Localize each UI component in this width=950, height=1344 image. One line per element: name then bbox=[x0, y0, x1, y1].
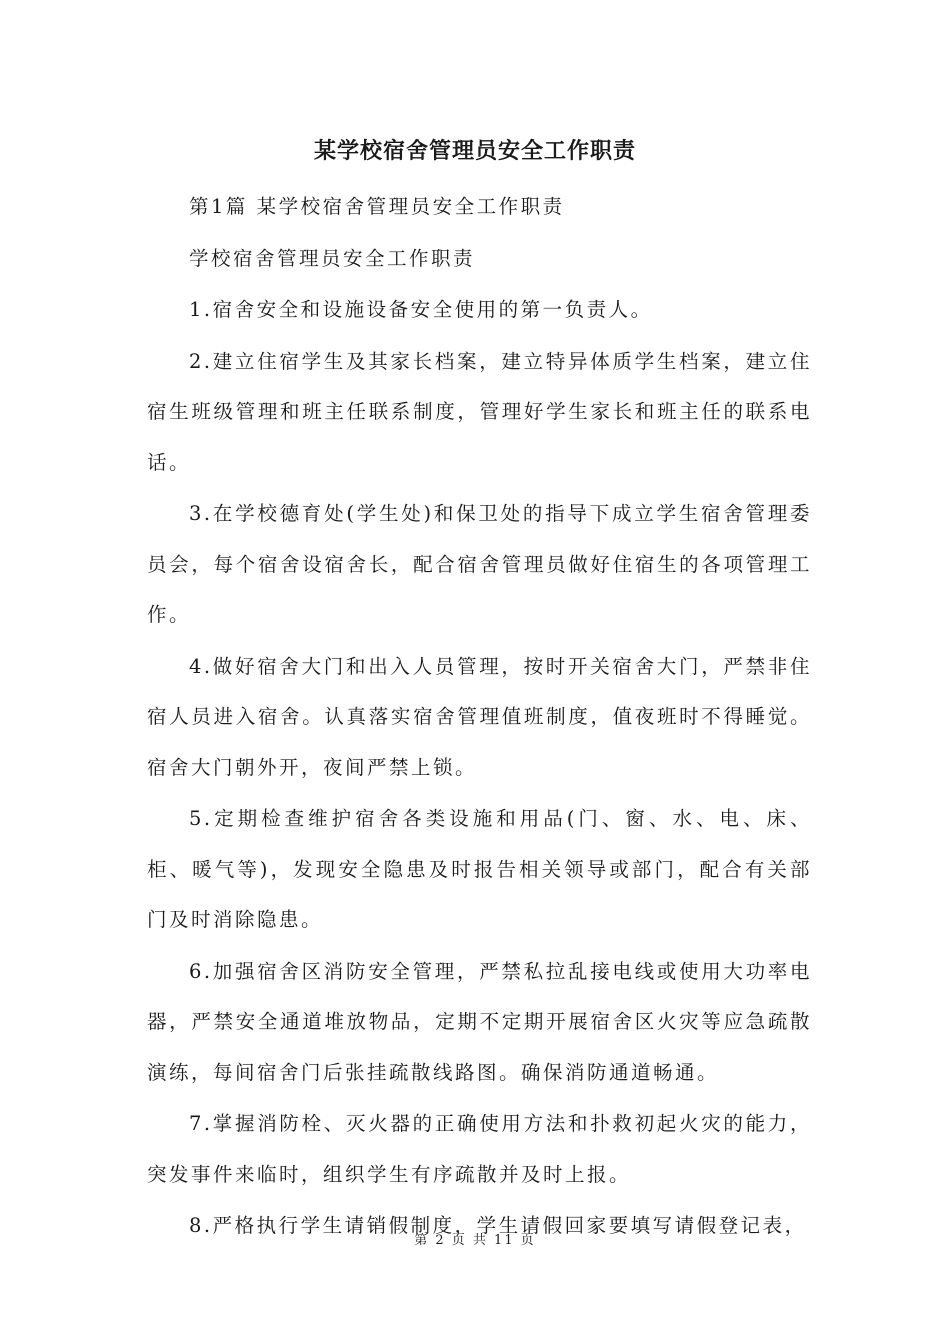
paragraph-item-6: 6.加强宿舍区消防安全管理，严禁私拉乱接电线或使用大功率电器，严禁安全通道堆放物品，定期不定期开展宿舍区火灾等应急疏散演练，每间宿舍门后张挂疏散线路图。确保消防通道畅通。 bbox=[147, 959, 812, 1084]
document-title: 某学校宿舍管理员安全工作职责 bbox=[313, 138, 636, 164]
paragraph-item-5: 5.定期检查维护宿舍各类设施和用品(门、窗、水、电、床、柜、暖气等)，发现安全隐患及时报告相关领导或部门，配合有关部门及时消除隐患。 bbox=[147, 807, 812, 931]
page-footer: 第 2 页 共 11 页 bbox=[414, 1233, 536, 1248]
paragraph-item-1: 1.宿舍安全和设施设备安全使用的第一负责人。 bbox=[189, 298, 653, 321]
paragraph-item-2: 2.建立住宿学生及其家长档案，建立特异体质学生档案，建立住宿生班级管理和班主任联系制度，管理好学生家长和班主任的联系电话。 bbox=[147, 349, 812, 474]
document-body bbox=[147, 182, 812, 1253]
paragraph-item-8: 8.严格执行学生请销假制度，学生请假回家要填写请假登记表， bbox=[189, 1214, 807, 1237]
paragraph-section-heading: 第1篇 某学校宿舍管理员安全工作职责 bbox=[189, 195, 565, 218]
paragraph-item-4: 4.做好宿舍大门和出入人员管理，按时开关宿舍大门，严禁非住宿人员进入宿舍。认真落实宿舍管理值班制度，值夜班时不得睡觉。宿舍大门朝外开，夜间严禁上锁。 bbox=[147, 654, 812, 779]
paragraph-item-3: 3.在学校德育处(学生处)和保卫处的指导下成立学生宿舍管理委员会，每个宿舍设宿舍长，配合宿舍管理员做好住宿生的各项管理工作。 bbox=[147, 502, 812, 626]
paragraph-subtitle: 学校宿舍管理员安全工作职责 bbox=[189, 246, 476, 270]
paragraph-item-7: 7.掌握消防栓、灭火器的正确使用方法和扑救初起火灾的能力，突发事件来临时，组织学生有序疏散并及时上报。 bbox=[147, 1112, 812, 1186]
